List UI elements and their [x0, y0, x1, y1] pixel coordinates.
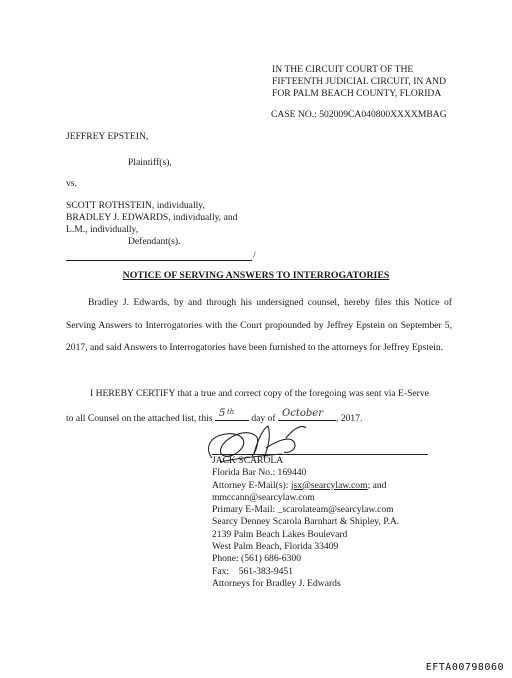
court-line: FOR PALM BEACH COUNTY, FLORIDA [272, 88, 442, 100]
email-secondary: mmccann@searcylaw.com [212, 491, 315, 503]
email-link[interactable]: jsx@searcylaw.com [290, 479, 368, 491]
fax-number: Fax: 561-383-9451 [212, 565, 294, 577]
defendant-names [66, 200, 237, 237]
court-line: IN THE CIRCUIT COURT OF THE [272, 64, 414, 75]
plaintiff-label: Plaintiff(s), [128, 157, 172, 168]
caption-slash: / [253, 250, 256, 261]
certificate-line-1: I HEREBY CERTIFY that a true and correct copy of the foregoing was sent via E-Serve [90, 388, 429, 399]
attorney-name: JACK SCAROLA [212, 455, 284, 466]
day-of-label: day of [251, 413, 276, 424]
email-and: ; and [367, 479, 387, 491]
address-line-2: West Palm Beach, Florida 33409 [212, 541, 339, 553]
defendant-name: L.M., individually, [66, 224, 139, 236]
versus-label: vs. [66, 178, 77, 189]
firm-name: Searcy Denney Scarola Barnhart & Shipley, P.A. [212, 516, 400, 528]
plaintiff-name: JEFFREY EPSTEIN, [66, 131, 149, 142]
defendant-name: SCOTT ROTHSTEIN, individually, [66, 200, 205, 211]
handwritten-month: October [282, 407, 323, 419]
certificate-year: , 2017. [336, 413, 363, 424]
defendant-label: Defendant(s). [128, 236, 181, 247]
primary-email: Primary E-Mail: _scarolateam@searcylaw.com [212, 504, 394, 516]
address-line-1: 2139 Palm Beach Lakes Boulevard [212, 528, 348, 540]
bates-stamp: EFTA00798060 [425, 661, 504, 673]
email-label: Attorney E-Mail(s): [212, 479, 289, 491]
document-title: NOTICE OF SERVING ANSWERS TO INTERROGATORIES [122, 270, 390, 281]
court-header [272, 64, 502, 101]
phone-number: Phone: (561) 686-6300 [212, 553, 301, 565]
signature-block [212, 455, 399, 590]
court-line: FIFTEENTH JUDICIAL CIRCUIT, IN AND [272, 76, 447, 88]
certificate-prefix: to all Counsel on the attached list, this [66, 413, 213, 424]
handwritten-day: 5 [218, 407, 226, 419]
defendant-name: BRADLEY J. EDWARDS, individually, and [66, 212, 238, 224]
bar-number: Florida Bar No.: 169440 [212, 467, 307, 479]
caption-rule [66, 250, 252, 261]
case-number: CASE NO.: 502009CA040800XXXXMBAG [271, 109, 447, 120]
handwritten-day-suffix: th [226, 408, 235, 417]
email-line [212, 480, 399, 492]
body-paragraph [66, 292, 452, 360]
attorneys-for: Attorneys for Bradley J. Edwards [212, 577, 341, 589]
body-text: Bradley J. Edwards, by and through his undersigned counsel, hereby files this Notice of Serving Answers to Interrogatories with the Court propounded by Jeffrey Epstein on September 5, 2017, and said Answers to Interrogatories have been furnished to the attorneys for Jeffrey Epstein. [66, 297, 452, 354]
